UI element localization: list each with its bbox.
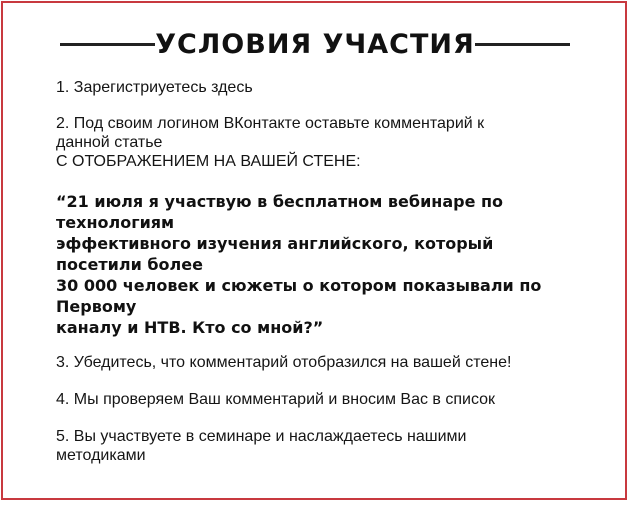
title-rule-right xyxy=(475,43,570,46)
step-4 xyxy=(56,390,576,409)
step-5-line-1: 5. Вы участвуете в семинаре и наслаждаетесь нашими xyxy=(56,428,467,445)
step-3-text: 3. Убедитесь, что комментарий отобразился на вашей стене! xyxy=(56,354,512,371)
step-5 xyxy=(56,427,576,465)
title-rule-left xyxy=(60,43,155,46)
quote-line-2: технологиям xyxy=(56,213,175,232)
comment-quote xyxy=(56,191,586,338)
step-1 xyxy=(56,78,576,97)
quote-line-7: каналу и НТВ. Кто со мной?” xyxy=(56,318,324,337)
step-2-line-1: 2. Под своим логином ВКонтакте оставьте комментарий к xyxy=(56,115,485,132)
quote-line-3: эффективного изучения английского, который xyxy=(56,234,494,253)
quote-line-1: “21 июля я участвую в бесплатном вебинаре по xyxy=(56,192,504,211)
page-title: УСЛОВИЯ УЧАСТИЯ xyxy=(155,28,475,60)
step-4-text: 4. Мы проверяем Ваш комментарий и вносим Вас в список xyxy=(56,391,496,408)
step-2-line-2: данной статье xyxy=(56,134,163,151)
quote-line-4: посетили более xyxy=(56,255,203,274)
step-2 xyxy=(56,114,576,171)
step-1-text: 1. Зарегистриуетесь здесь xyxy=(56,79,253,96)
step-3 xyxy=(56,353,576,372)
step-5-line-2: методиками xyxy=(56,447,146,464)
step-2-line-3: С ОТОБРАЖЕНИЕМ НА ВАШЕЙ СТЕНЕ: xyxy=(56,153,361,170)
quote-line-6: Первому xyxy=(56,297,137,316)
quote-line-5: 30 000 человек и сюжеты о котором показывали по xyxy=(56,276,542,295)
title-row xyxy=(60,24,570,64)
